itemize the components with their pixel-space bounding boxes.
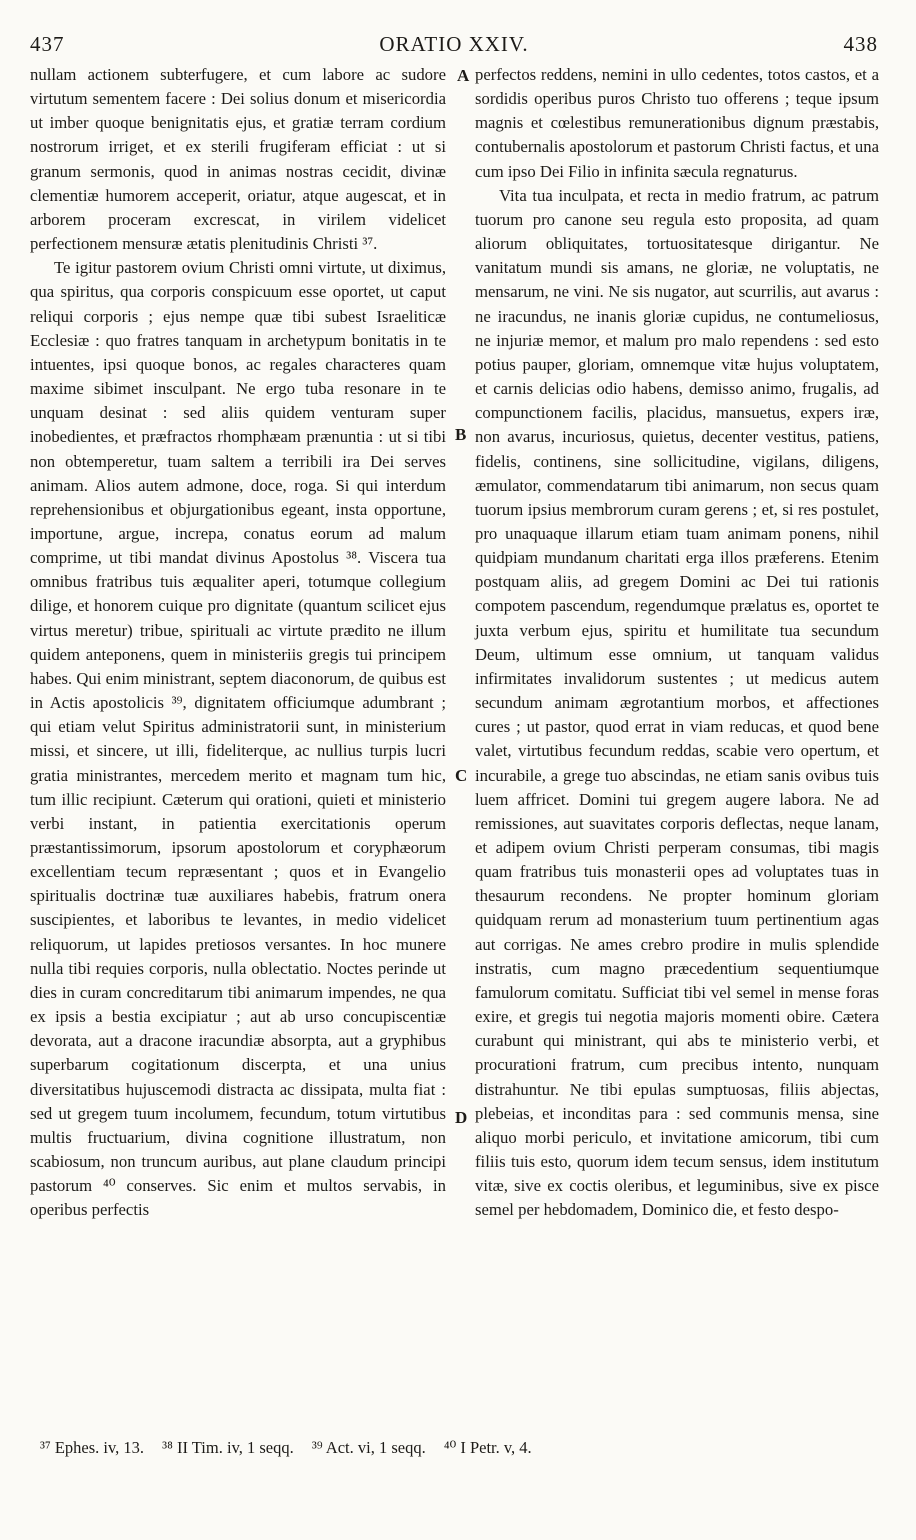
margin-letter-c: C: [455, 766, 468, 785]
right-paragraph-1: perfectos reddens, nemini in ullo cedentes, totos castos, et a sordidis operibus puros Christo tuo offerens ; teque ipsum magnis et cœlestibus remunerationibus dignum præstabis, contubernalis apostolorum et pastorum Christi factus, et una cum ipso Dei Filio in infinita sæcula regnaturus.: [475, 65, 879, 181]
footnote-40: ⁴⁰ I Petr. v, 4.: [443, 1438, 532, 1457]
left-page-number: 437: [30, 32, 65, 56]
footnote-38: ³⁸ II Tim. iv, 1 seqq.: [162, 1438, 294, 1457]
footnote-37: ³⁷ Ephes. iv, 13.: [40, 1438, 145, 1457]
page-header: [30, 32, 878, 62]
right-paragraph-2: Vita tua inculpata, et recta in medio fratrum, ac patrum tuorum pro canone seu regula esto proposita, ad quam aliorum obliquitates, tortuositatesque dirigantur. Ne vanitatum mundi sis amans, ne gloriæ, ne voluptatis, ne mensarum, ne vini. Ne sis nugator, aut scurrilis, aut avarus : ne iracundus, ne inanis gloriæ cupidus, ne contumeliosus, ne injuriæ memor, et malum pro malo rependens : sed esto potius pauper, gloriam, omnemque vitæ hujus voluptatem, et carnis delicias odio habens, demisso animo, frugalis, ad compunctionem facilis, placidus, mansuetus, expers iræ, non avarus, incuriosus, quietus, decenter vestitus, patiens, fidelis, continens, sine sollicitudine, vigilans, diligens, æmulator, commendatarum tibi animarum, non secus quam tuorum ipsius membrorum curam gerens ; et, si res postulet, pro unaquaque illarum etiam tuam animam ponens, nihil quidpiam mundanum charitati erga illos præferens. Etenim postquam aliis, ad gregem Domini ac Dei tui rationis compotem pascendum, regendumque prælatus es, oportet te juxta verbum ejus, spiritu et humilitate tua secundum Deum, ultimum esse omnium, ut tanquam validus infirmitates invalidorum sustentes ; ut medicus autem secundum animam ægrotantium morbos, et affectiones cures ; ut pastor, quod errat in viam reducas, et quod bene valet, virtutibus fecundum reddas, scabie vero opertum, et incurabile, a grege tuo abscindas, ne etiam sanis ovibus tuis luem affricet. Domini tui gregem augere labora. Ne ad remissiones, aut suavitates corporis deflectas, neque lanam, et adipem ovium Christi perperam consumas, tibi magis quam fratribus tuis monasterii opes ad voluptates tuas in thesaurum recondens. Ne propter hominum gloriam quidquam rerum ad monasterium tuum pertinentium agas aut corrigas. Ne ames crebro prodire in mulis splendide instratis, cum magno præcedentium sequentiumque famulorum comitatu. Sufficiat tibi vel semel in mense foras exire, et gregis tui negotia majoris momenti obire. Cætera curabunt qui ministrant, qui abs te ministerio verbi, et procurationi fratrum, cum precibus intento, nunquam distrahuntur. Ne tibi epulas sumptuosas, filiis abjectas, plebeias, et inconditas para : sed communis mensa, sine aliquo morbi periculo, et invitatione amicorum, tibi cum filiis tuis esto, quorum idem tecum sensus, idem institutum vitæ, sive ex coctis oleribus, et leguminibus, sive ex pisce semel per hebdomadem, Dominico die, et festo despo-: [475, 185, 879, 1220]
footnote-39: ³⁹ Act. vi, 1 seqq.: [311, 1438, 426, 1457]
left-paragraph-2: Te igitur pastorem ovium Christi omni virtute, ut diximus, qua spiritus, qua corporis conspicuum esse oportet, ut caput reliqui corporis ; ejus nempe quæ tibi subest Israeliticæ Ecclesiæ : quo fratres tanquam in archetypum bonitatis in te intuentes, ipsi quoque bonos, ac regales characteres quam maxime sibimet insculpant. Ne ergo tuba resonare in te unquam desinat : sed aliis quidem venturam super inobedientes, et præfractos rhomphæam prænuntia : ut si tibi non obtemperetur, tuam saltem a terribili ira Dei serves animam. Alios autem admone, doce, roga. Si qui interdum reprehensionibus et objurgationibus egeant, insta opportune, importune, argue, increpa, conatus eorum ad malum comprime, ut tibi mandat divinus Apostolus ³⁸. Viscera tua omnibus fratribus tuis æqualiter aperi, totumque collegium dilige, et honorem cuique pro dignitate (quantum scilicet ejus virtus meretur) tribue, spirituali ac virtute prædito ne illum quidem anteponens, quem in ministeriis gregis tui principem habes. Qui enim ministrant, septem diaconorum, de quibus est in Actis apostolicis ³⁹, dignitatem officiumque adumbrant ; qui etiam velut Spiritus administratorii sunt, in ministerium missi, et sincere, ut illi, fideliterque, ac nullius turpis lucri gratia ministrantes, mercedem merito et magnam tum hic, tum illic recipiunt. Cæterum qui orationi, quieti et ministerio verbi instant, in patientia exercitationis operum præstantissimorum, ipsorum apostolorum et coryphæorum excellentiam tecum repræsentant ; quos et in Evangelio spiritualis doctrinæ tuæ auxiliares habebis, fratrum onera suscipientes, et laboribus te levantes, in medio videlicet reliquorum, ut lapides pretiosos versantes. In hoc munere nulla tibi requies corporis, nulla oblectatio. Noctes perinde ut dies in curam concreditarum tibi animarum impendes, ne qua ex ipsis a bestia excipiatur ; aut ab urso concupiscentiæ devorata, aut a dracone iracundiæ absorpta, aut a gryphibus superbarum cogitationum discerpta, et una unius diversitatibus hujuscemodi distracta ac dissipata, multa fiat : sed ut gregem tuum incolumem, fecundum, totum virtutibus multis fructuarium, divina cognitione illustratum, non scabiosum, non truncum auribus, aut plane claudum principi pastorum ⁴⁰ conserves. Sic enim et multos servabis, in operibus perfectis: [30, 258, 446, 1220]
margin-letter-b: B: [455, 425, 467, 444]
left-column: [30, 63, 446, 1433]
footnotes: [40, 1438, 880, 1458]
left-paragraph-1: nullam actionem subterfugere, et cum labore ac sudore virtutum sementem facere : Dei solius donum et misericordia ut imber quoque benignitatis ejus, et gratiæ terram cordium nostrorum irriget, et ex sterili frugiferam efficiat : ut si granum sermonis, quod in animas nostras cecidit, divinæ clementiæ humorem acceperit, oriatur, atque augescat, et in arborem proceram excrescat, in virilem videlicet perfectionem mensuræ ætatis plenitudinis Christi ³⁷.: [30, 65, 446, 254]
right-page-number: 438: [843, 32, 878, 56]
right-column: [475, 63, 879, 1433]
running-title: ORATIO XXIV.: [379, 32, 529, 56]
margin-letter-d: D: [455, 1108, 468, 1127]
margin-letter-a: A: [457, 66, 470, 85]
